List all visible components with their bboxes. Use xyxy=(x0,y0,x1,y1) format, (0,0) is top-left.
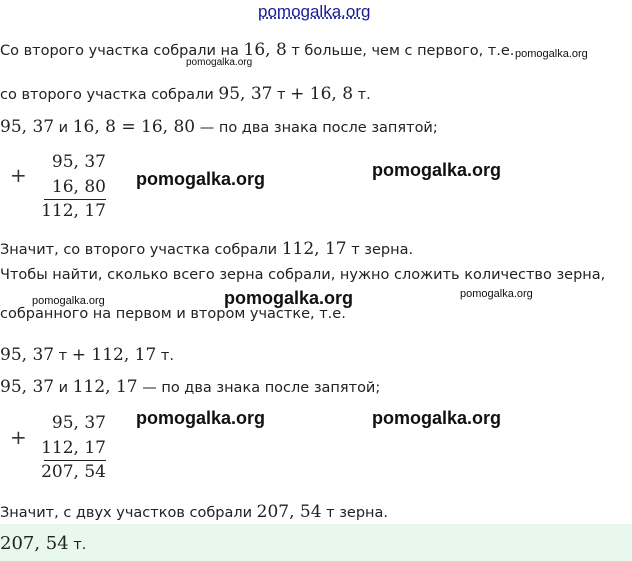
addend-2: 112, 17 xyxy=(41,438,106,458)
answer-box xyxy=(0,524,632,561)
math: 95, 37 xyxy=(0,345,55,365)
math: 112, 17 xyxy=(281,239,347,259)
math: + 16, 8 xyxy=(290,84,354,104)
text: и xyxy=(54,120,73,136)
text: т. xyxy=(68,537,87,553)
text: т больше, чем с первого, т.е. xyxy=(286,43,515,59)
addend-1: 95, 37 xyxy=(51,413,106,433)
math: 207, 54 xyxy=(256,502,322,522)
math: 16, 8 = 16, 80 xyxy=(72,117,196,137)
watermark-large: pomogalka.org xyxy=(372,408,502,428)
sum-rule xyxy=(44,460,106,461)
watermark-large: pomogalka.org xyxy=(372,160,502,180)
watermark-small: pomogalka.org xyxy=(460,288,533,300)
text: т xyxy=(272,87,291,103)
text: — по два знака после запятой; xyxy=(137,380,381,396)
text-line-6: собранного на первом и втором участке, т.е. xyxy=(0,306,346,322)
watermark-large: pomogalka.org xyxy=(136,408,266,428)
watermark-large: pomogalka.org xyxy=(136,169,266,189)
addend-1: 95, 37 xyxy=(51,152,106,172)
math: + 112, 17 xyxy=(71,345,157,365)
math: 207, 54 xyxy=(0,533,69,554)
watermark-small: pomogalka.org xyxy=(32,295,105,307)
math: 112, 17 xyxy=(72,377,138,397)
text-line-2 xyxy=(0,84,371,104)
math: 16, 8 xyxy=(243,40,287,60)
text: т. xyxy=(353,87,371,103)
sum-rule xyxy=(44,199,106,200)
answer-text xyxy=(0,533,86,554)
plus-sign: + xyxy=(10,163,27,187)
math: 95, 37 xyxy=(218,84,273,104)
text: Значит, со второго участка собрали xyxy=(0,242,282,258)
text-line-1 xyxy=(0,40,514,60)
math: 95, 37 xyxy=(0,117,55,137)
text: т. xyxy=(156,348,174,364)
text: т зерна. xyxy=(321,505,389,521)
plus-sign: + xyxy=(10,425,27,449)
text-line-8 xyxy=(0,377,380,397)
watermark-top[interactable]: pomogalka.org xyxy=(258,2,371,21)
watermark-small: pomogalka.org xyxy=(186,57,253,68)
text: т зерна. xyxy=(346,242,414,258)
text-line-4 xyxy=(0,239,413,259)
text: Значит, с двух участков собрали xyxy=(0,505,257,521)
text: т xyxy=(54,348,72,364)
watermark-large: pomogalka.org xyxy=(224,288,354,308)
math: 95, 37 xyxy=(0,377,55,397)
text: со второго участка собрали xyxy=(0,87,219,103)
sum-result: 112, 17 xyxy=(41,201,106,221)
sum-result: 207, 54 xyxy=(41,462,106,482)
text-line-7 xyxy=(0,345,174,365)
text: и xyxy=(54,380,73,396)
text-line-5: Чтобы найти, сколько всего зерна собрали, нужно сложить количество зерна, xyxy=(0,267,606,283)
addend-2: 16, 80 xyxy=(51,177,106,197)
watermark-small: pomogalka.org xyxy=(515,48,588,60)
text: — по два знака после запятой; xyxy=(195,120,438,136)
text-line-3 xyxy=(0,117,438,137)
text: Со второго участка собрали на xyxy=(0,43,244,59)
text-line-9 xyxy=(0,502,388,522)
